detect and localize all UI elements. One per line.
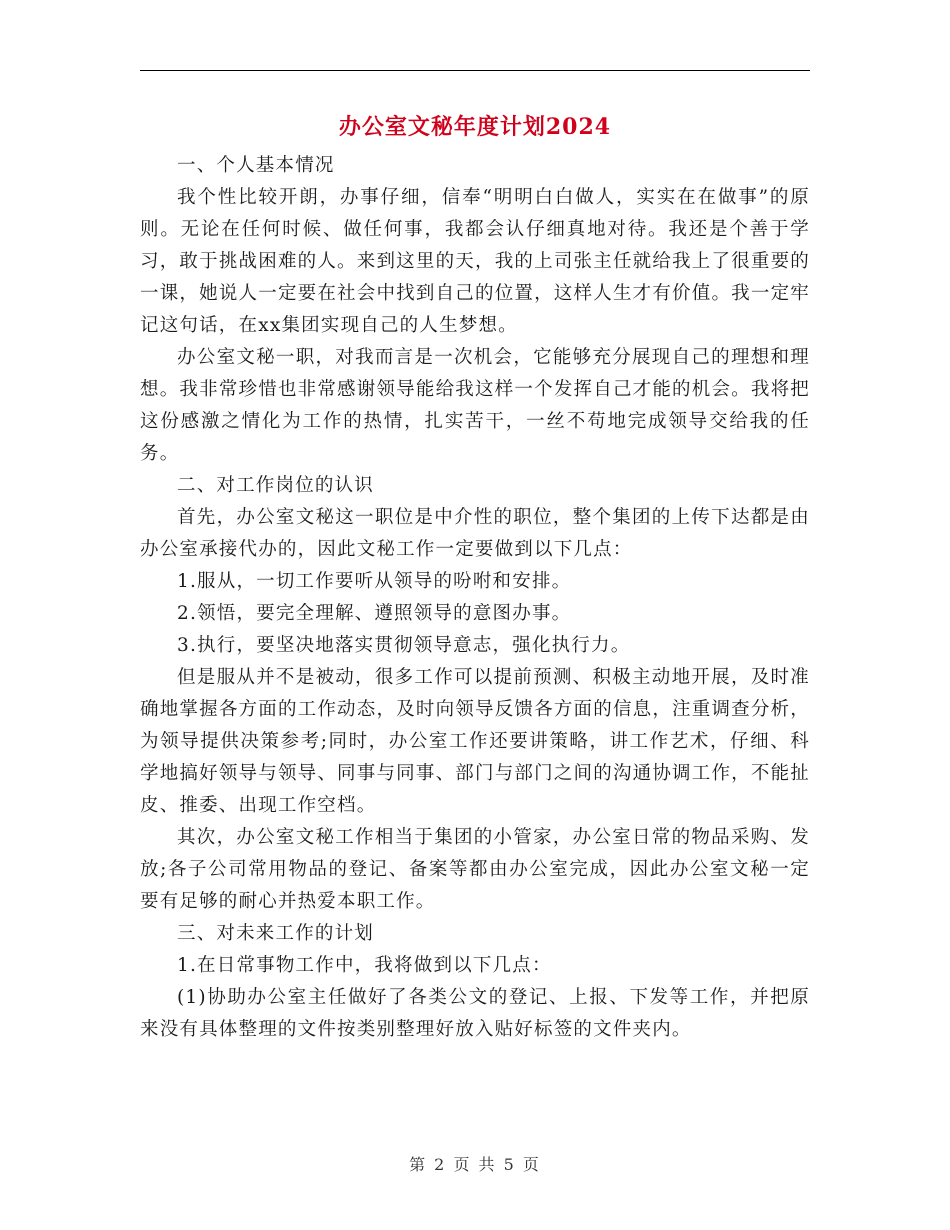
list-item: 1.在日常事物工作中，我将做到以下几点： [177, 955, 552, 976]
section-heading-3: 三、对未来工作的计划 [177, 923, 375, 944]
paragraph: (1)协助办公室主任做好了各类公文的登记、上报、下发等工作，并把原来没有具体整理的文件按类别整理好放入贴好标签的文件夹内。 [140, 987, 810, 1040]
paragraph: 首先，办公室文秘这一职位是中介性的职位，整个集团的上传下达都是由办公室承接代办的，因此文秘工作一定要做到以下几点： [140, 507, 810, 560]
section-heading-2: 二、对工作岗位的认识 [177, 475, 375, 496]
page-number: 第 2 页 共 5 页 [409, 1155, 541, 1174]
document-body [140, 108, 810, 1046]
section-heading-1: 一、个人基本情况 [177, 155, 335, 176]
paragraph: 其次，办公室文秘工作相当于集团的小管家，办公室日常的物品采购、发放;各子公司常用物品的登记、备案等都由办公室完成，因此办公室文秘一定要有足够的耐心并热爱本职工作。 [140, 827, 810, 912]
header-rule [140, 70, 810, 71]
list-item: 2.领悟，要完全理解、遵照领导的意图办事。 [177, 603, 572, 624]
paragraph: 但是服从并不是被动，很多工作可以提前预测、积极主动地开展，及时准确地掌握各方面的工作动态，及时向领导反馈各方面的信息，注重调查分析，为领导提供决策参考;同时，办公室工作还要讲策略，讲工作艺术，仔细、科学地搞好领导与领导、同事与同事、部门与部门之间的沟通协调工作，不能扯皮、推委、出现工作空档。 [140, 667, 810, 816]
paragraph: 我个性比较开朗，办事仔细，信奉“明明白白做人，实实在在做事”的原则。无论在任何时候、做任何事，我都会认仔细真地对待。我还是个善于学习，敢于挑战困难的人。来到这里的天，我的上司张主任就给我上了很重要的一课，她说人一定要在社会中找到自己的位置，这样人生才有价值。我一定牢记这句话，在xx集团实现自己的人生梦想。 [140, 187, 810, 336]
list-item: 3.执行，要坚决地落实贯彻领导意志，强化执行力。 [177, 635, 631, 656]
paragraph: 办公室文秘一职，对我而言是一次机会，它能够充分展现自己的理想和理想。我非常珍惜也非常感谢领导能给我这样一个发挥自己才能的机会。我将把这份感激之情化为工作的热情，扎实苦干，一丝不苟地完成领导交给我的任务。 [140, 347, 810, 464]
list-item: 1.服从，一切工作要听从领导的吩咐和安排。 [177, 571, 572, 592]
document-title: 办公室文秘年度计划2024 [338, 114, 612, 140]
